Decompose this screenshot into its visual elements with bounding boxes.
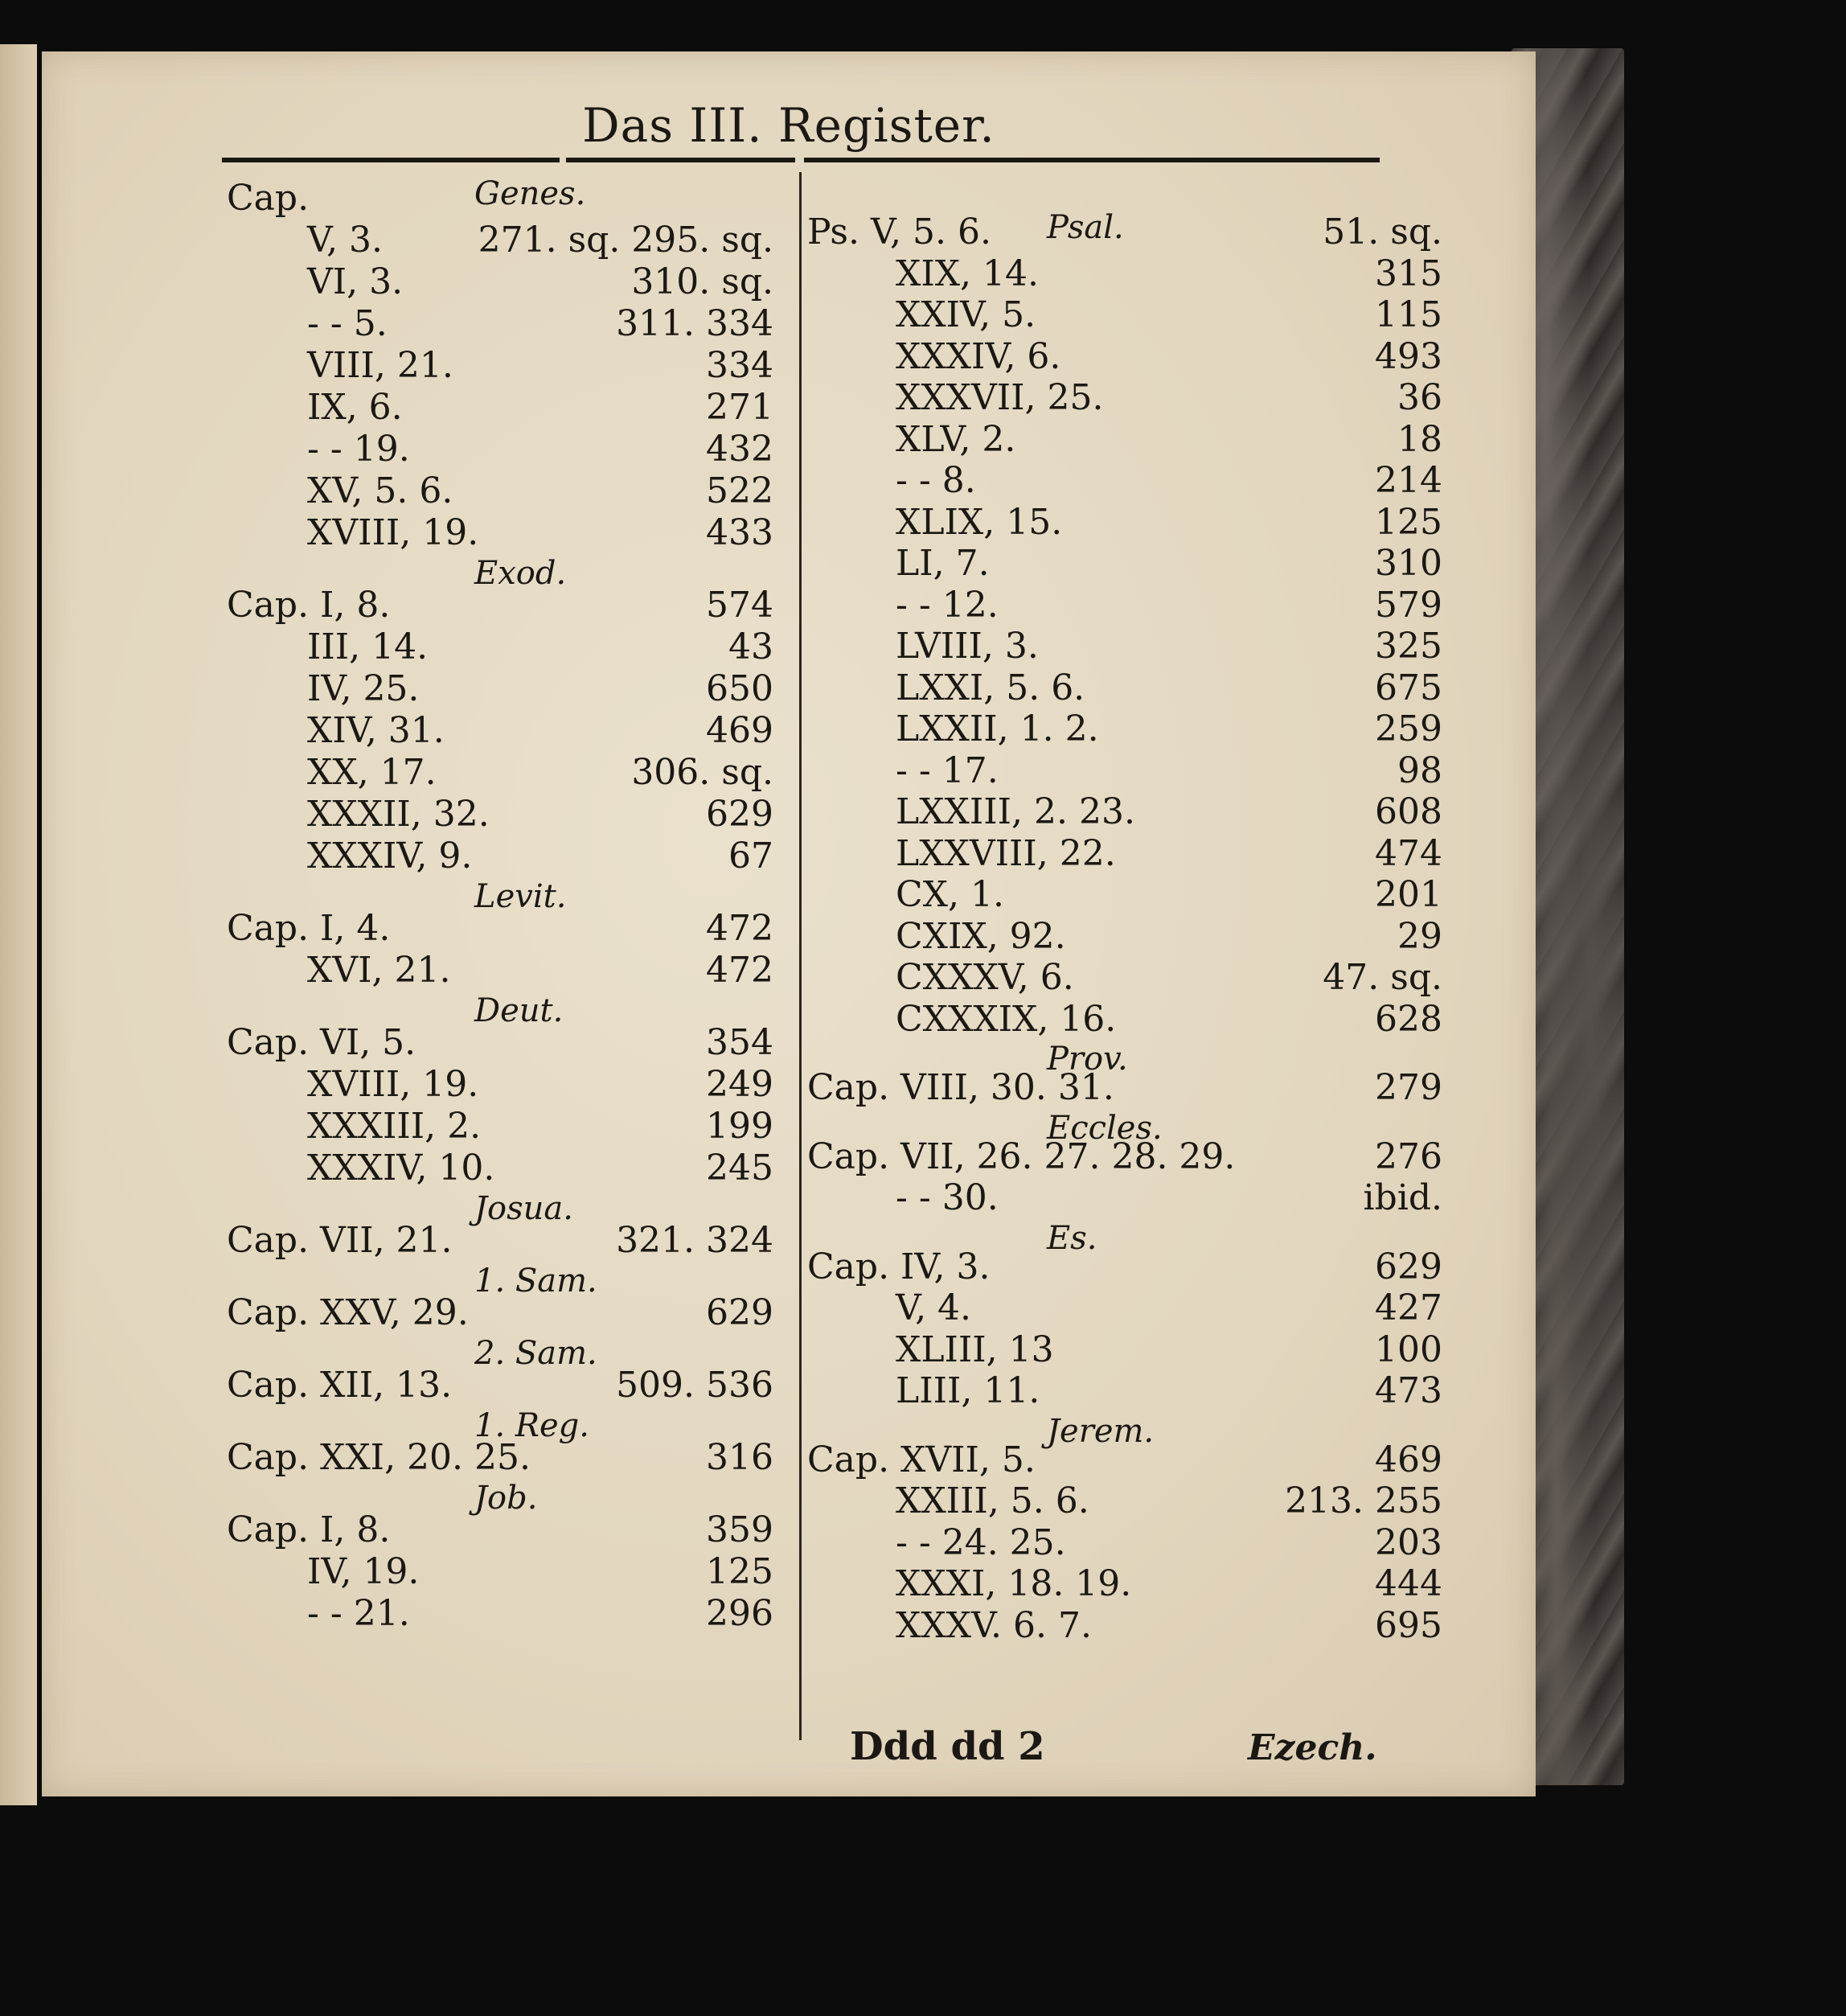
chapter-verse-ref: Cap. I, 8.	[227, 1509, 391, 1550]
chapter-verse-ref: LI, 7.	[896, 543, 990, 584]
chapter-verse-ref: XXXIV, 6.	[896, 335, 1061, 377]
page-number: 310	[1375, 543, 1442, 584]
page-number: 695	[1375, 1604, 1442, 1646]
chapter-verse-ref: Cap. XXV, 29.	[227, 1292, 469, 1333]
page-number: 306. sq.	[631, 752, 773, 793]
book-heading: 2. Sam.	[474, 1335, 597, 1372]
page-number: 473	[1375, 1370, 1442, 1411]
page-number: 469	[706, 710, 773, 751]
page-number: 259	[1375, 708, 1442, 749]
chapter-verse-ref: XLIII, 13	[896, 1328, 1054, 1370]
page-number: 469	[1375, 1439, 1442, 1480]
page-number: 245	[706, 1148, 773, 1189]
page-number: 199	[706, 1106, 773, 1147]
chapter-verse-ref: - - 17.	[896, 749, 999, 791]
chapter-verse-ref: CXXXIX, 16.	[896, 998, 1117, 1040]
book-heading: Jerem.	[1047, 1412, 1155, 1450]
page-number: 433	[706, 512, 773, 553]
page-number: 359	[706, 1509, 773, 1550]
page-number: 296	[706, 1593, 773, 1634]
page-number: 213. 255	[1285, 1480, 1442, 1521]
page-number: 279	[1375, 1067, 1442, 1108]
chapter-verse-ref: VI, 3.	[307, 261, 404, 302]
book-heading: Levit.	[474, 878, 567, 915]
page-number: 18	[1397, 418, 1442, 460]
page-number: 628	[1375, 998, 1442, 1040]
chapter-verse-ref: III, 14.	[307, 626, 429, 667]
book-heading: Es.	[1047, 1219, 1097, 1257]
chapter-verse-ref: IV, 19.	[307, 1551, 420, 1592]
page-number: 98	[1397, 749, 1442, 791]
register-page	[42, 51, 1536, 1796]
page-number: 100	[1375, 1328, 1442, 1370]
page-number: 579	[1375, 584, 1442, 626]
book-heading: Josua.	[474, 1190, 573, 1227]
chapter-verse-ref: XXIV, 5.	[896, 294, 1036, 335]
page-number: 522	[706, 470, 773, 511]
chapter-verse-ref: XVIII, 19.	[307, 1064, 479, 1105]
chapter-verse-ref: XXXV. 6. 7.	[896, 1604, 1092, 1646]
page-number: 321. 324	[616, 1220, 773, 1261]
chapter-verse-ref: Cap. VII, 26. 27. 28. 29.	[807, 1135, 1236, 1177]
chapter-verse-ref: LXXIII, 2. 23.	[896, 791, 1135, 832]
chapter-verse-ref: XV, 5. 6.	[307, 470, 453, 511]
page-title: Das III. Register.	[582, 98, 995, 153]
chapter-verse-ref: Cap. VI, 5.	[227, 1022, 416, 1063]
chapter-verse-ref: - - 8.	[896, 460, 976, 501]
chapter-verse-ref: - - 24. 25.	[896, 1521, 1066, 1563]
page-number: 276	[1375, 1135, 1442, 1177]
page-number: 47. sq.	[1323, 957, 1442, 998]
chapter-verse-ref: XXIII, 5. 6.	[896, 1480, 1089, 1521]
facing-page-edge	[0, 44, 37, 1805]
page-number: 311. 334	[616, 303, 773, 344]
chapter-verse-ref: - - 21.	[307, 1593, 410, 1634]
chapter-verse-ref: XVIII, 19.	[307, 512, 479, 553]
book-heading: Job.	[474, 1480, 538, 1517]
page-number: 315	[1375, 253, 1442, 294]
chapter-verse-ref: XLV, 2.	[896, 418, 1016, 460]
page-number: 29	[1397, 915, 1442, 957]
book-heading: Genes.	[474, 175, 586, 212]
page-number: 316	[706, 1437, 773, 1478]
page-number: 201	[1375, 874, 1442, 915]
chapter-verse-ref: XIV, 31.	[307, 710, 445, 751]
chapter-verse-ref: Cap.	[227, 178, 310, 219]
page-number: 474	[1375, 832, 1442, 874]
page-number: 427	[1375, 1287, 1442, 1328]
signature-mark: Ddd dd 2	[850, 1724, 1045, 1769]
chapter-verse-ref: XXXIV, 10.	[307, 1148, 495, 1189]
page-number: 608	[1375, 791, 1442, 832]
catchword: Ezech.	[1248, 1727, 1377, 1768]
header-rule-middle	[566, 158, 795, 162]
chapter-verse-ref: XXXIV, 9.	[307, 836, 473, 877]
page-number: 249	[706, 1064, 773, 1105]
chapter-verse-ref: IV, 25.	[307, 668, 420, 709]
book-heading: 1. Sam.	[474, 1263, 597, 1300]
chapter-verse-ref: Cap. I, 8.	[227, 585, 391, 626]
chapter-verse-ref: - - 30.	[896, 1177, 999, 1218]
chapter-verse-ref: Cap. XVII, 5.	[807, 1439, 1036, 1480]
page-number: 325	[1375, 626, 1442, 667]
page-number: 629	[706, 1292, 773, 1333]
page-number: 472	[706, 908, 773, 949]
column-divider	[799, 172, 802, 1740]
page-number: 271. sq. 295. sq.	[478, 220, 773, 261]
page-number: 203	[1375, 1521, 1442, 1563]
chapter-verse-ref: Cap. I, 4.	[227, 908, 391, 949]
page-number: 650	[706, 668, 773, 709]
chapter-verse-ref: Cap. XXI, 20. 25.	[227, 1437, 531, 1478]
page-number: 574	[706, 585, 773, 626]
page-number: 493	[1375, 335, 1442, 377]
chapter-verse-ref: CX, 1.	[896, 874, 1004, 915]
chapter-verse-ref: - - 5.	[307, 303, 388, 344]
page-number: 354	[706, 1022, 773, 1063]
page-number: ibid.	[1363, 1177, 1442, 1218]
page-number: 214	[1375, 460, 1442, 501]
page-number: 271	[706, 387, 773, 428]
page-number: 310. sq.	[631, 261, 773, 302]
chapter-verse-ref: Cap. VII, 21.	[227, 1220, 453, 1261]
book-heading: Eccles.	[1047, 1109, 1163, 1147]
chapter-verse-ref: XVI, 21.	[307, 950, 451, 991]
page-number: 51. sq.	[1323, 211, 1442, 253]
page-number: 125	[1375, 501, 1442, 543]
book-heading: Psal.	[1047, 209, 1124, 246]
chapter-verse-ref: CXIX, 92.	[896, 915, 1066, 957]
book-heading: Prov.	[1047, 1041, 1128, 1078]
chapter-verse-ref: Cap. VIII, 30. 31.	[807, 1067, 1114, 1108]
header-rule-right	[804, 158, 1380, 162]
chapter-verse-ref: CXXXV, 6.	[896, 957, 1074, 998]
chapter-verse-ref: LVIII, 3.	[896, 626, 1039, 667]
chapter-verse-ref: IX, 6.	[307, 387, 403, 428]
page-number: 334	[706, 345, 773, 386]
chapter-verse-ref: LXXI, 5. 6.	[896, 667, 1085, 708]
page-number: 432	[706, 429, 773, 470]
chapter-verse-ref: - - 19.	[307, 429, 410, 470]
page-number: 472	[706, 950, 773, 991]
chapter-verse-ref: LXXII, 1. 2.	[896, 708, 1099, 749]
chapter-verse-ref: LXXVIII, 22.	[896, 832, 1116, 874]
chapter-verse-ref: XXXIII, 2.	[307, 1106, 482, 1147]
page-number: 509. 536	[616, 1365, 773, 1406]
chapter-verse-ref: XXXI, 18. 19.	[896, 1563, 1132, 1604]
chapter-verse-ref: VIII, 21.	[307, 345, 453, 386]
page-number: 629	[706, 794, 773, 835]
chapter-verse-ref: LIII, 11.	[896, 1370, 1040, 1411]
book-heading: Exod.	[474, 555, 567, 592]
chapter-verse-ref: - - 12.	[896, 584, 999, 626]
chapter-verse-ref: V, 4.	[896, 1287, 972, 1328]
page-number: 67	[728, 836, 773, 877]
page-number: 115	[1375, 294, 1442, 335]
chapter-verse-ref: XIX, 14.	[896, 253, 1039, 294]
chapter-verse-ref: XXXII, 32.	[307, 794, 490, 835]
chapter-verse-ref: XX, 17.	[307, 752, 437, 793]
page-number: 43	[728, 626, 773, 667]
chapter-verse-ref: V, 3.	[307, 220, 384, 261]
chapter-verse-ref: Ps. V, 5. 6.	[807, 211, 991, 253]
page-number: 675	[1375, 667, 1442, 708]
page-number: 36	[1397, 377, 1442, 418]
header-rule-left	[222, 158, 560, 162]
chapter-verse-ref: Cap. XII, 13.	[227, 1365, 453, 1406]
page-number: 444	[1375, 1563, 1442, 1604]
page-number: 125	[706, 1551, 773, 1592]
chapter-verse-ref: XLIX, 15.	[896, 501, 1063, 543]
book-heading: Deut.	[474, 992, 564, 1029]
book-heading: 1. Reg.	[474, 1407, 589, 1444]
chapter-verse-ref: Cap. IV, 3.	[807, 1246, 991, 1287]
page-number: 629	[1375, 1246, 1442, 1287]
chapter-verse-ref: XXXVII, 25.	[896, 377, 1104, 418]
